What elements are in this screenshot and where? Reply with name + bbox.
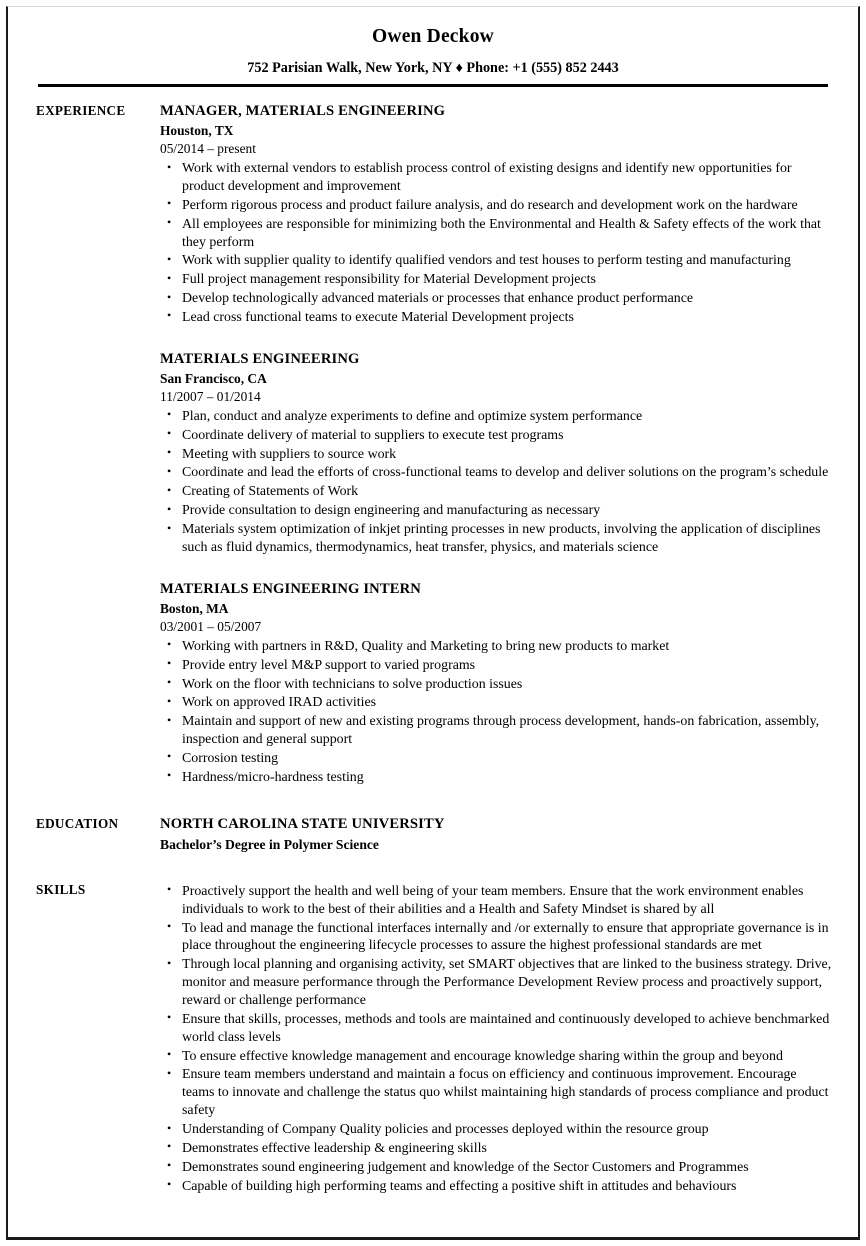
bullet-item: • Work with external vendors to establish process control of existing designs and identify new opportunities for product development and improvement — [160, 160, 832, 196]
section-label-skills: SKILLS — [36, 881, 86, 897]
bullet-item: • Plan, conduct and analyze experiments to define and optimize system performance — [160, 408, 832, 426]
bullet-item: • Meeting with suppliers to source work — [160, 446, 832, 464]
bullet-item: • Hardness/micro-hardness testing — [160, 769, 832, 787]
bullet-item: • Corrosion testing — [160, 750, 832, 768]
section-skills — [0, 882, 866, 1196]
bullet-item: • Creating of Statements of Work — [160, 483, 832, 501]
bullet-item: • Provide consultation to design engineering and manufacturing as necessary — [160, 502, 832, 520]
experience-entry — [160, 351, 832, 557]
bullet-item: • Maintain and support of new and existing programs through process development, hands-on fabrication, assembly, inspection and general support — [160, 713, 832, 749]
bullet-item: • To lead and manage the functional interfaces internally and /or externally to ensure that appropriate governance is in place throughout the engineering lifecycle processes to assure the highest professional standards are met — [160, 920, 832, 956]
bullet-item: • Capable of building high performing teams and effecting a positive shift in attitudes and behaviours — [160, 1178, 832, 1196]
bullet-item: • Coordinate delivery of material to suppliers to execute test programs — [160, 427, 832, 445]
section-label-education: EDUCATION — [36, 815, 119, 831]
bullet-item: • Demonstrates sound engineering judgement and knowledge of the Sector Customers and Programmes — [160, 1159, 832, 1177]
bullet-item: • Materials system optimization of inkjet printing processes in new products, involving the application of disciplines such as fluid dynamics, thermodynamics, heat transfer, physics, and materials science — [160, 521, 832, 557]
resume-header — [0, 0, 866, 87]
job-title: MATERIALS ENGINEERING — [160, 350, 360, 367]
bullet-item: • To ensure effective knowledge management and encourage knowledge sharing within the group and beyond — [160, 1048, 832, 1066]
bullet-item: • Working with partners in R&D, Quality and Marketing to bring new products to market — [160, 638, 832, 656]
job-location: San Francisco, CA — [160, 371, 267, 387]
education-body — [160, 816, 866, 854]
section-experience — [0, 103, 866, 787]
bullet-item: • Work on approved IRAD activities — [160, 694, 832, 712]
bullet-item: • Understanding of Company Quality policies and processes deployed within the resource group — [160, 1121, 832, 1139]
experience-entry — [160, 103, 832, 327]
bullet-item: • Perform rigorous process and product failure analysis, and do research and development work on the hardware — [160, 197, 832, 215]
contact-line: 752 Parisian Walk, New York, NY ♦ Phone: +1 (555) 852 2443 — [247, 60, 619, 77]
experience-jobs — [160, 103, 866, 787]
bullet-item: • Through local planning and organising activity, set SMART objectives that are linked to the business strategy. Drive, monitor and measure performance through the Performance Development Review process and proactively support, reward or challenge performance — [160, 956, 832, 1010]
bullet-item: • Ensure team members understand and maintain a focus on efficiency and continuous improvement. Encourage teams to innovate and challenge the status quo whilst maintaining high standards of process compliance and product safety — [160, 1066, 832, 1120]
job-dates: 05/2014 – present — [160, 141, 256, 157]
bullet-item: • Proactively support the health and well being of your team members. Ensure that the work environment enables individuals to work to the best of their abilities and a Health and Safety Mindset is shared by all — [160, 883, 832, 919]
job-bullet-list — [160, 408, 832, 557]
job-title: MANAGER, MATERIALS ENGINEERING — [160, 103, 446, 120]
job-dates: 03/2001 – 05/2007 — [160, 618, 262, 634]
candidate-name: Owen Deckow — [372, 26, 494, 47]
bullet-item: • Develop technologically advanced materials or processes that enhance product performance — [160, 290, 832, 308]
job-bullet-list — [160, 638, 832, 787]
header-divider — [38, 84, 828, 87]
job-dates: 11/2007 – 01/2014 — [160, 388, 261, 404]
job-title: MATERIALS ENGINEERING INTERN — [160, 580, 421, 597]
job-location: Boston, MA — [160, 600, 229, 616]
experience-entry — [160, 581, 832, 787]
bullet-item: • Lead cross functional teams to execute Material Development projects — [160, 309, 832, 327]
job-bullet-list — [160, 160, 832, 327]
job-location: Houston, TX — [160, 123, 234, 139]
bullet-item: • All employees are responsible for minimizing both the Environmental and Health & Safety effects of the work that they perform — [160, 216, 832, 252]
skills-bullet-list — [160, 883, 832, 1196]
bullet-item: • Work with supplier quality to identify qualified vendors and test houses to perform testing and manufacturing — [160, 252, 832, 270]
bullet-item: • Provide entry level M&P support to varied programs — [160, 657, 832, 675]
section-label-experience: EXPERIENCE — [36, 103, 126, 119]
bullet-item: • Full project management responsibility for Material Development projects — [160, 271, 832, 289]
section-education — [0, 816, 866, 854]
bullet-item: • Demonstrates effective leadership & engineering skills — [160, 1140, 832, 1158]
bullet-item: • Work on the floor with technicians to solve production issues — [160, 676, 832, 694]
bullet-item: • Coordinate and lead the efforts of cross-functional teams to develop and deliver solutions on the program’s schedule — [160, 464, 832, 482]
skills-body — [160, 882, 866, 1196]
education-degree: Bachelor’s Degree in Polymer Science — [160, 836, 379, 852]
education-school: NORTH CAROLINA STATE UNIVERSITY — [160, 815, 445, 832]
bullet-item: • Ensure that skills, processes, methods and tools are maintained and continuously developed to achieve benchmarked world class levels — [160, 1011, 832, 1047]
